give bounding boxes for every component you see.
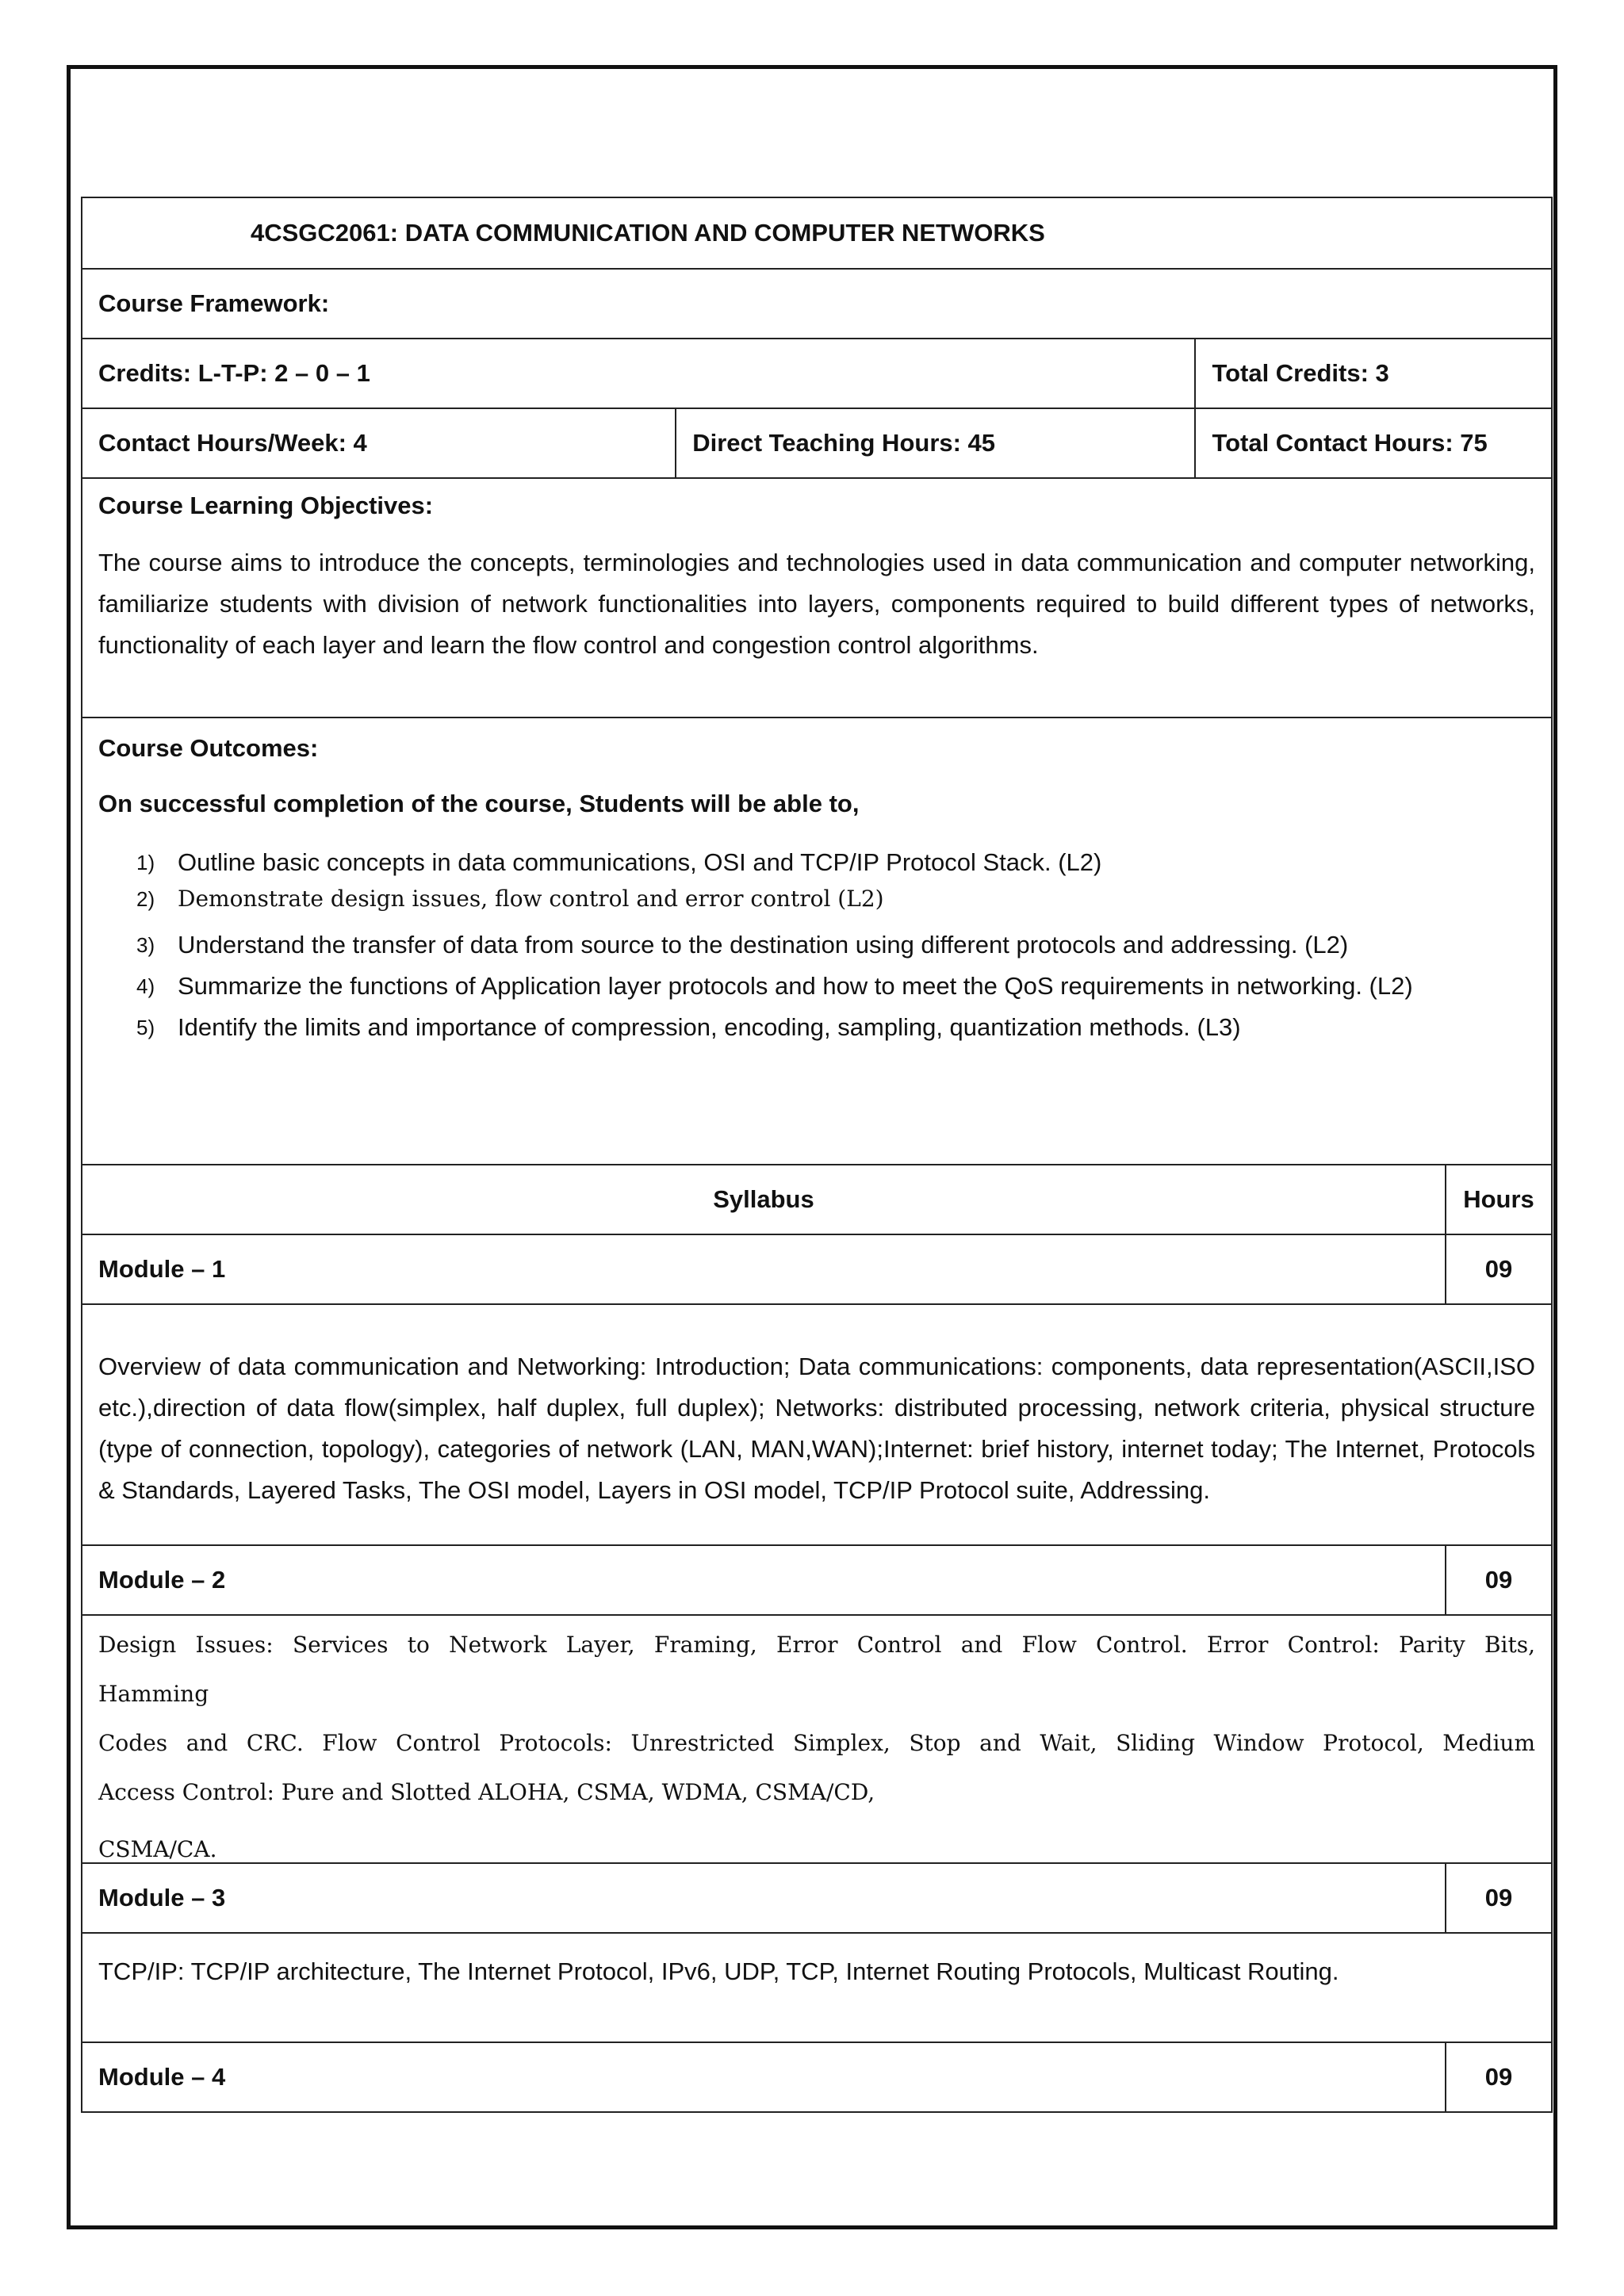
module-3-title: Module – 3: [82, 1863, 1446, 1933]
objectives-section: [82, 478, 1552, 718]
module-3-content: [82, 1933, 1552, 2042]
outcome-item: [98, 842, 1535, 883]
outcomes-list: [98, 842, 1535, 1048]
outcome-item: [98, 924, 1535, 966]
module-4-title: Module – 4: [82, 2042, 1446, 2112]
module-1-hours: 09: [1446, 1234, 1552, 1304]
outcome-text: Identify the limits and importance of compression, encoding, sampling, quantization methods. (L3): [178, 1013, 1241, 1041]
outcomes-heading: Course Outcomes:: [98, 734, 319, 762]
module-2-content: [82, 1615, 1552, 1863]
outcome-number: 1): [136, 851, 155, 874]
objectives-heading: Course Learning Objectives:: [98, 492, 434, 519]
outcome-text: Understand the transfer of data from source to the destination using different protocols and addressing. (L2): [178, 931, 1349, 959]
module-2-line-1: Design Issues: Services to Network Layer, Framing, Error Control and Flow Control. Error Control: Parity Bits, Hamming: [98, 1632, 1535, 1707]
credits-ltp: Credits: L-T-P: 2 – 0 – 1: [82, 339, 1195, 408]
module-1-text: Overview of data communication and Networking: Introduction; Data communications: components, data representation(ASCII,ISO etc.),direction of data flow(simplex, half duplex, full duplex); Networks: distributed processing, network criteria, physical structure (type of connection, topology), categories of network (LAN, MAN,WAN);Internet: brief history, internet today; The Internet, Protocols & Standards, Layered Tasks, The OSI model, Layers in OSI model, TCP/IP Protocol suite, Addressing.: [98, 1353, 1535, 1504]
module-2-line-3: Access Control: Pure and Slotted ALOHA, CSMA, WDMA, CSMA/CD,: [98, 1779, 875, 1805]
module-2-line-2: Codes and CRC. Flow Control Protocols: Unrestricted Simplex, Stop and Wait, Sliding Window Protocol, Medium: [98, 1730, 1535, 1756]
module-4-hours: 09: [1446, 2042, 1552, 2112]
outcome-text: Summarize the functions of Application layer protocols and how to meet the QoS requirements in networking. (L2): [178, 972, 1413, 1000]
outcomes-lead: On successful completion of the course, Students will be able to,: [98, 790, 860, 817]
outcome-number: 3): [136, 933, 155, 957]
hours-heading: Hours: [1446, 1165, 1552, 1234]
module-1-title: Module – 1: [82, 1234, 1446, 1304]
course-title: 4CSGC2061: DATA COMMUNICATION AND COMPUTER NETWORKS: [82, 197, 1552, 269]
module-3-hours: 09: [1446, 1863, 1552, 1933]
module-2-line-4: CSMA/CA.: [98, 1836, 217, 1862]
outcome-text: Demonstrate design issues, flow control and error control (L2): [178, 886, 884, 912]
direct-teaching-hours: Direct Teaching Hours: 45: [676, 408, 1195, 478]
total-credits: Total Credits: 3: [1195, 339, 1552, 408]
outcome-number: 4): [136, 974, 155, 998]
outcome-item: [98, 966, 1535, 1007]
syllabus-heading: Syllabus: [82, 1165, 1446, 1234]
total-contact-hours: Total Contact Hours: 75: [1195, 408, 1552, 478]
contact-hours-week: Contact Hours/Week: 4: [82, 408, 676, 478]
outcome-text: Outline basic concepts in data communications, OSI and TCP/IP Protocol Stack. (L2): [178, 848, 1102, 876]
module-1-content: [82, 1304, 1552, 1545]
module-3-text: TCP/IP: TCP/IP architecture, The Internet Protocol, IPv6, UDP, TCP, Internet Routing Protocols, Multicast Routing.: [98, 1957, 1339, 1985]
course-table: [81, 197, 1553, 2113]
module-2-title: Module – 2: [82, 1545, 1446, 1615]
course-framework-label: Course Framework:: [82, 269, 1552, 339]
outcome-number: 2): [136, 887, 155, 911]
outcome-number: 5): [136, 1016, 155, 1039]
objectives-text: The course aims to introduce the concepts, terminologies and technologies used in data communication and computer networking, familiarize students with division of network functionalities into layers, components required to build different types of networks, functionality of each layer and learn the flow control and congestion control algorithms.: [98, 549, 1535, 659]
module-2-hours: 09: [1446, 1545, 1552, 1615]
outcome-item: [98, 883, 1535, 915]
outcome-item: [98, 1007, 1535, 1048]
outcomes-section: [82, 718, 1552, 1165]
